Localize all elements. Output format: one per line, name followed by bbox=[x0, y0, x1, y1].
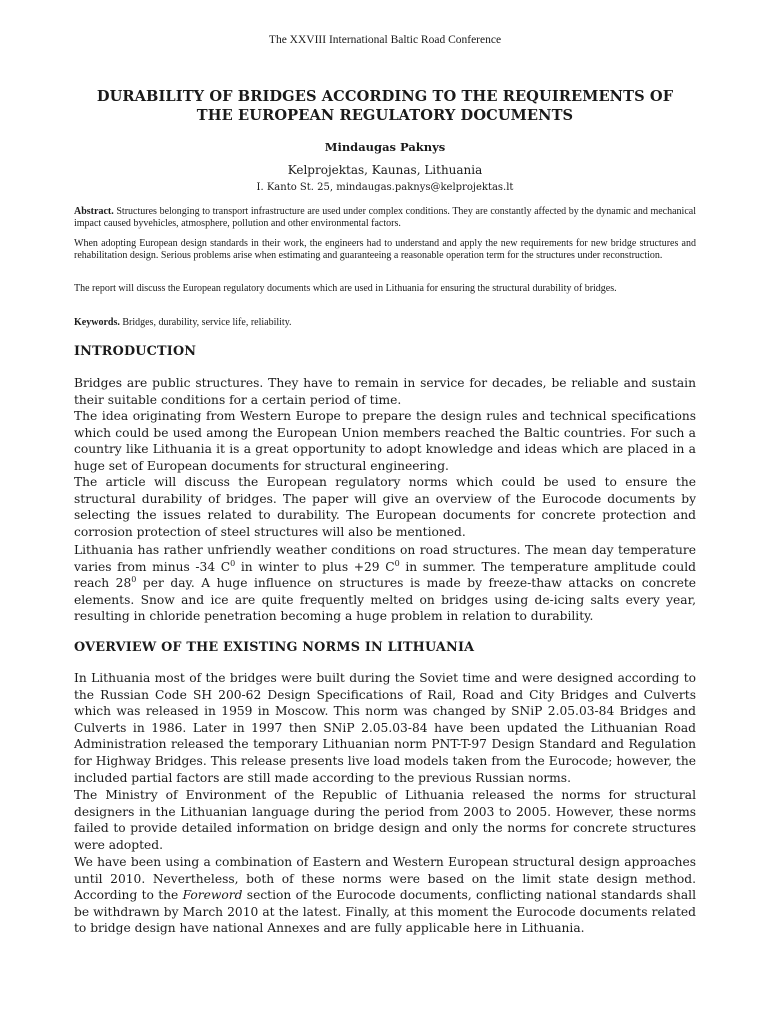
intro-p4-text-c: in summer. The temperature amplitude could reach 28 bbox=[74, 559, 696, 591]
abstract-p2 bbox=[74, 238, 696, 261]
author-name: Mindaugas Paknys bbox=[324, 140, 446, 154]
overview-paragraph-1: In Lithuania most of the bridges were built during the Soviet time and were designed according to the Russian Code SH 200-62 Design Specifications of Rail, Road and City Bridges and Culverts which was released in 1959 in Moscow. This norm was changed by SNiP 2.05.03-84 Bridges and Culverts in 1986. Later in 1997 then SNiP 2.05.03-84 have been updated the Lithuanian Road Administration released the temporary Lithuanian norm PNT-T-97 Design Standard and Regulation for Highway Bridges. This release presents live load models taken from the Eurocode; however, the included partial factors are still made according to the previous Russian norms. bbox=[74, 671, 696, 785]
intro-p4-text-a: Lithuania has rather unfriendly weather conditions on road structures. The mean day temperature varies from minus -34 C bbox=[74, 543, 696, 574]
intro-paragraph-3: The article will discuss the European regulatory norms which could be used to ensure the structural durability of bridges. The paper will give an overview of the Eurocode documents by selecting the issues related to durability. The European documents for concrete protection and corrosion protection of steel structures will also be mentioned. bbox=[74, 475, 696, 539]
running-head: The XXVIII International Baltic Road Conference bbox=[268, 34, 502, 46]
abstract-text-3: The report will discuss the European regulatory documents which are used in Lithuania for ensuring the structural durability of bridges. bbox=[74, 283, 617, 294]
keywords-label: Keywords. bbox=[74, 317, 120, 328]
overview-p3-text-b: section of the Eurocode documents, conflicting national standards shall be withdrawn by March 2010 at the latest. Finally, at this moment the Eurocode documents related to bridge design have national Annexes and are fully applicable here in Lithuania. bbox=[74, 888, 696, 936]
author-affiliation: Kelprojektas, Kaunas, Lithuania bbox=[287, 163, 483, 177]
foreword-emphasis: Foreword bbox=[182, 888, 243, 903]
keywords bbox=[74, 317, 696, 329]
overview-paragraph-3 bbox=[74, 854, 696, 937]
section-heading-introduction: INTRODUCTION bbox=[74, 344, 197, 359]
title-line-1: DURABILITY OF BRIDGES ACCORDING TO THE REQUIREMENTS OF bbox=[96, 88, 674, 105]
keywords-text: Bridges, durability, service life, reliability. bbox=[122, 317, 292, 328]
degree-superscript: 0 bbox=[394, 558, 400, 568]
overview-paragraph-2: The Ministry of Environment of the Republic of Lithuania released the norms for structural designers in the Lithuanian language during the period from 2003 to 2005. However, these norms failed to provide detailed information on bridge design and only the norms for concrete structures were adopted. bbox=[74, 788, 696, 852]
abstract-text-2: When adopting European design standards in their work, the engineers had to understand and apply the new requirements for new bridge structures and rehabilitation design. Serious problems arise when estimating and guaranteeing a reasonable operation term for the structures under reconstruction. bbox=[74, 238, 696, 261]
abstract-label: Abstract. bbox=[74, 206, 114, 217]
intro-paragraph-2: The idea originating from Western Europe to prepare the design rules and technical specifications which could be used among the European Union members reached the Baltic countries. For such a country like Lithuania it is a great opportunity to adopt knowledge and ideas which are placed in a huge set of European documents for structural engineering. bbox=[74, 409, 696, 473]
author-address: I. Kanto St. 25, mindaugas.paknys@kelprojektas.lt bbox=[256, 182, 514, 193]
intro-paragraph-4 bbox=[74, 542, 696, 625]
section-heading-overview: OVERVIEW OF THE EXISTING NORMS IN LITHUANIA bbox=[74, 640, 475, 655]
degree-superscript: 0 bbox=[230, 558, 236, 568]
paper-title bbox=[74, 87, 696, 125]
intro-p4-text-d: per day. A huge influence on structures is made by freeze-thaw attacks on concrete elements. Snow and ice are quite frequently melted on bridges using de-icing salts every year, resulting in chloride penetration becoming a huge problem in relation to durability. bbox=[74, 576, 696, 624]
abstract-p3 bbox=[74, 283, 696, 295]
intro-p4-text-b: in winter to plus +29 C bbox=[235, 559, 395, 574]
abstract-p1 bbox=[74, 206, 696, 229]
title-line-2: THE EUROPEAN REGULATORY DOCUMENTS bbox=[196, 107, 574, 124]
degree-superscript: 0 bbox=[131, 575, 137, 585]
abstract-text-1: Structures belonging to transport infrastructure are used under complex conditions. They are constantly affected by the dynamic and mechanical impact caused byvehicles, atmosphere, pollution and other environmental factors. bbox=[74, 206, 696, 229]
intro-paragraph-1: Bridges are public structures. They have to remain in service for decades, be reliable and sustain their suitable conditions for a certain period of time. bbox=[74, 376, 696, 407]
overview-p3-text-a: We have been using a combination of Eastern and Western European structural design approaches until 2010. Nevertheless, both of these norms were based on the limit state design method. According to the bbox=[74, 855, 696, 903]
